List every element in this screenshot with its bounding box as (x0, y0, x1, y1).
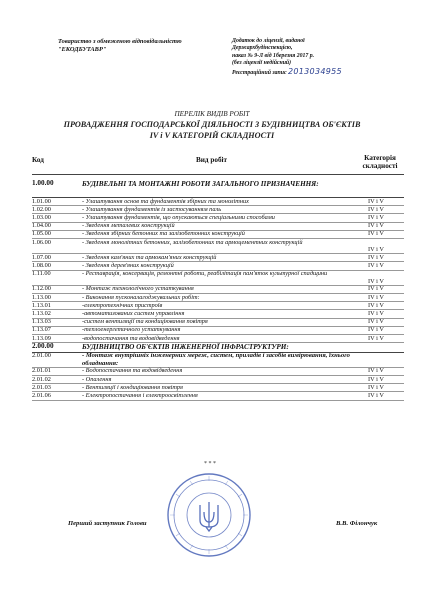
row-category: IV і V (368, 246, 384, 254)
row-category: IV і V (368, 213, 384, 221)
row-work-type: -теплоенергетичного устаткування (82, 326, 181, 334)
row-work-type: - Зведення збірних бетонних та залізобетонних конструкцій (82, 230, 245, 238)
row-work-type: - Зведення монолітних бетонних, залізобетонних та армоцементних конструкцій (82, 238, 303, 246)
column-header-code: Код (32, 156, 44, 164)
row-work-type: - Вентиляції і кондиціювання повітря (82, 383, 183, 391)
organization-line-1: Товариство з обмеженою відповідальністю (58, 38, 182, 45)
row-code: 1.13.09 (32, 334, 51, 342)
row-code: 1.01.00 (32, 197, 51, 205)
row-category: IV і V (368, 367, 384, 375)
row-work-type: -водопостачання та водовідведення (82, 334, 180, 342)
row-work-type: БУДІВНИЦТВО ОБ'ЄКТІВ ІНЖЕНЕРНОЇ ІНФРАСТРУКТУРИ: (82, 342, 289, 351)
annex-line-1: Додаток до ліцензії, виданої (232, 38, 305, 44)
row-work-type: - Виконання пусконалагоджувальних робіт: (82, 293, 200, 301)
row-work-type: - Монтаж технологічного устаткування (82, 285, 194, 293)
row-category: IV і V (368, 285, 384, 293)
row-work-type: - Зведення кам'яних та армокам'яних конструкцій (82, 253, 217, 261)
row-category: IV і V (368, 326, 384, 334)
row-work-type: - Водопостачання та водовідведення (82, 367, 183, 375)
row-code: 2.01.06 (32, 392, 51, 399)
row-code: 2.01.00 (32, 352, 51, 360)
row-work-type: БУДІВЕЛЬНІ ТА МОНТАЖНІ РОБОТИ ЗАГАЛЬНОГО ПРИЗНАЧЕННЯ: (82, 180, 319, 188)
row-code: 1.13.02 (32, 309, 51, 317)
row-category: IV і V (368, 375, 384, 383)
row-work-type: - Реставрація, консервація, ремонтні роботи, реабілітація пам'яток культурної спадщини (82, 270, 328, 278)
row-work-type: - Улаштування основ та фундаментів збірних та монолітних (82, 197, 249, 205)
row-code: 1.13.07 (32, 326, 51, 334)
license-annex-note (232, 38, 402, 77)
row-category: IV і V (368, 334, 384, 342)
row-code: 2.01.02 (32, 375, 51, 383)
row-work-type: -систем вентиляції та кондиціювання повітря (82, 318, 208, 326)
annex-line-4: (без ліцензії недійсний) (232, 60, 292, 67)
annex-line-3: наказ № 9-Л від 1березня 2017 р. (232, 52, 315, 59)
seal-stars-icon: * * * (204, 461, 216, 467)
document-title: ПЕРЕЛІК ВИДІВ РОБІТ (174, 110, 250, 118)
official-seal-icon (166, 472, 252, 558)
table-row (32, 270, 404, 285)
row-category: IV і V (368, 392, 384, 399)
row-category: IV і V (368, 318, 384, 326)
organization-line-2: "ЕКОДБУТАВР" (58, 46, 107, 53)
row-code: 1.13.00 (32, 293, 51, 301)
row-code: 1.06.00 (32, 238, 51, 246)
table-row (32, 352, 404, 367)
column-header-category: Категорія складності (362, 154, 398, 170)
row-code: 1.13.03 (32, 318, 51, 326)
row-code: 1.05.00 (32, 230, 51, 238)
table-row (32, 239, 404, 254)
organization-name (58, 38, 208, 54)
row-category: IV і V (368, 261, 384, 269)
column-header-work-type: Вид робіт (196, 156, 228, 164)
signer-position: Перший заступник Голови (68, 520, 147, 527)
registration-label: Реєстраційний запис (232, 69, 287, 76)
row-category: IV і V (368, 277, 384, 285)
row-category: IV і V (368, 253, 384, 261)
document-subtitle: ПРОВАДЖЕННЯ ГОСПОДАРСЬКОЇ ДІЯЛЬНОСТІ З БУДІВНИЦТВА ОБ'ЄКТІВ (63, 120, 361, 129)
row-work-type: -електротехнічних пристроїв (82, 301, 163, 309)
table-row (32, 180, 404, 198)
row-work-type: - Монтаж внутрішніх інженерних мереж, систем, приладів і засобів вимірювання, їхнього обладнання: (82, 352, 350, 367)
row-code: 1.02.00 (32, 205, 51, 213)
row-work-type: - Опалення (82, 375, 112, 383)
registration-number: 2013034955 (288, 66, 342, 76)
row-code: 1.03.00 (32, 213, 51, 221)
row-work-type: - Електропостачання і електроосвітлення (82, 392, 198, 399)
row-code: 1.07.00 (32, 253, 51, 261)
row-code: 1.11.00 (32, 270, 51, 278)
row-category: IV і V (368, 197, 384, 205)
signer-name: В.В. Філончук (336, 520, 378, 527)
document-subtitle-2: IV і V КАТЕГОРІЙ СКЛАДНОСТІ (149, 131, 275, 140)
row-code: 2.01.03 (32, 383, 51, 391)
row-category: IV і V (368, 309, 384, 317)
row-code: 1.00.00 (32, 179, 54, 187)
table-header-rule (32, 174, 404, 175)
row-work-type: - Зведення дерев'яних конструкцій (82, 261, 174, 269)
row-code: 2.00.00 (32, 341, 54, 350)
row-code: 2.01.01 (32, 367, 51, 375)
row-code: 1.12.00 (32, 285, 51, 293)
row-category: IV і V (368, 205, 384, 213)
row-category: IV і V (368, 222, 384, 230)
row-category: IV і V (368, 230, 384, 238)
row-work-type: -автоматизованих систем управління (82, 309, 185, 317)
row-category: IV і V (368, 383, 384, 391)
row-code: 1.08.00 (32, 261, 51, 269)
row-work-type: - Улаштування фундаментів із застосуванням паль (82, 205, 222, 213)
row-code: 1.04.00 (32, 222, 51, 230)
row-divider (32, 400, 404, 401)
annex-line-5 (232, 68, 402, 77)
row-category: IV і V (368, 293, 384, 301)
row-category: IV і V (368, 301, 384, 309)
row-work-type: - Улаштування фундаментів, що опускаються спеціальними способами (82, 213, 275, 221)
row-code: 1.13.01 (32, 301, 51, 309)
annex-line-2: Держархбудінспекцією, (232, 45, 293, 52)
row-work-type: - Зведення металевих конструкцій (82, 222, 175, 230)
